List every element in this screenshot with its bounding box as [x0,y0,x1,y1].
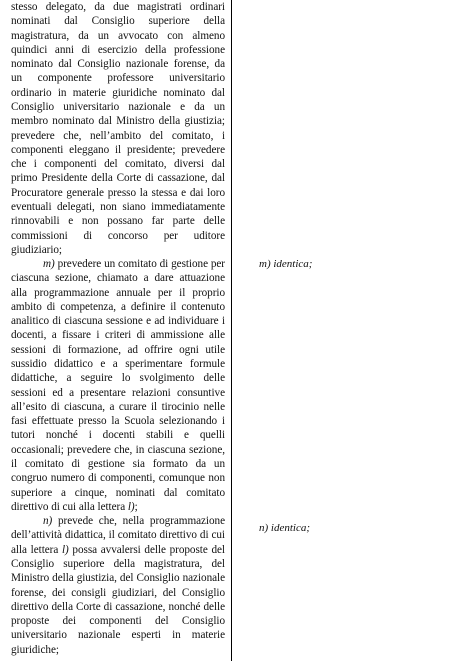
item-label-m: m) [43,258,55,271]
item-label-n: n) [43,515,53,528]
right-note-m: m) identica; [259,258,313,270]
paragraph-n-text-before: prevede che, nella programmazione dell’attività didattica, il comitato direttivo di cui alla lettera [11,515,225,556]
paragraph-m [11,257,225,514]
reference-l-n: l) [61,543,69,556]
paragraph-m-end: ; [134,500,138,513]
paragraph-continuation: stesso delegato, da due magistrati ordinari nominati dal Consiglio superiore della magistratura, da un avvocato con almeno quindici anni di esercizio della professione nominato dal Consiglio nazionale forense, da un componente professore universitario ordinario in materie giuridiche nominato dal Consiglio universitario nazionale e da un membro nominato dal Ministro della giustizia; prevedere che, nell’ambito del comitato, i componenti eleggano il presidente; prevedere che i componenti del comitato, diversi dal primo Presidente della Corte di cassazione, dal Procuratore generale presso la stessa e dai loro eventuali delegati, non siano immediatamente rinnovabili e non possano far parte delle commissioni di concorso per uditore giudiziario; [11,1,225,256]
paragraph-n-text-after: possa avvalersi delle proposte del Consiglio superiore della magistratura, del Ministro della giustizia, del Consiglio nazionale forense, dei consigli giudiziari, del Consiglio direttivo della Corte di cassazione, nonché delle proposte dei componenti del Consiglio universitario nazionale esperti in materie giuridiche; [11,543,225,656]
column-divider [231,0,232,661]
right-note-n: n) identica; [259,522,311,534]
paragraph-n [11,514,225,657]
reference-l: l) [127,500,135,513]
paragraph-m-text: prevedere un comitato di gestione per ciascuna sezione, chiamato a dare attuazione alla programmazione annuale per il proprio ambito di competenza, a definire il contenuto analitico di ciascuna sessione e ad individuare i docenti, a fissare i criteri di ammissione alle sessioni di formazione, ad offrire ogni utile sussidio didattico e a sperimentare formule didattiche, a seguire lo svolgimento delle sessioni ed a presentare relazioni consuntive all’esito di ciascuna, a curare il tirocinio nelle fasi effettuate presso la Scuola selezionando i tutori nonché i docenti stabili e quelli occasionali; prevedere che, in ciascuna sezione, il comitato di gestione sia formato da un congruo numero di componenti, comunque non superiore a cinque, nominati dal comitato direttivo di cui alla lettera [11,258,225,513]
left-column-text [11,0,225,657]
